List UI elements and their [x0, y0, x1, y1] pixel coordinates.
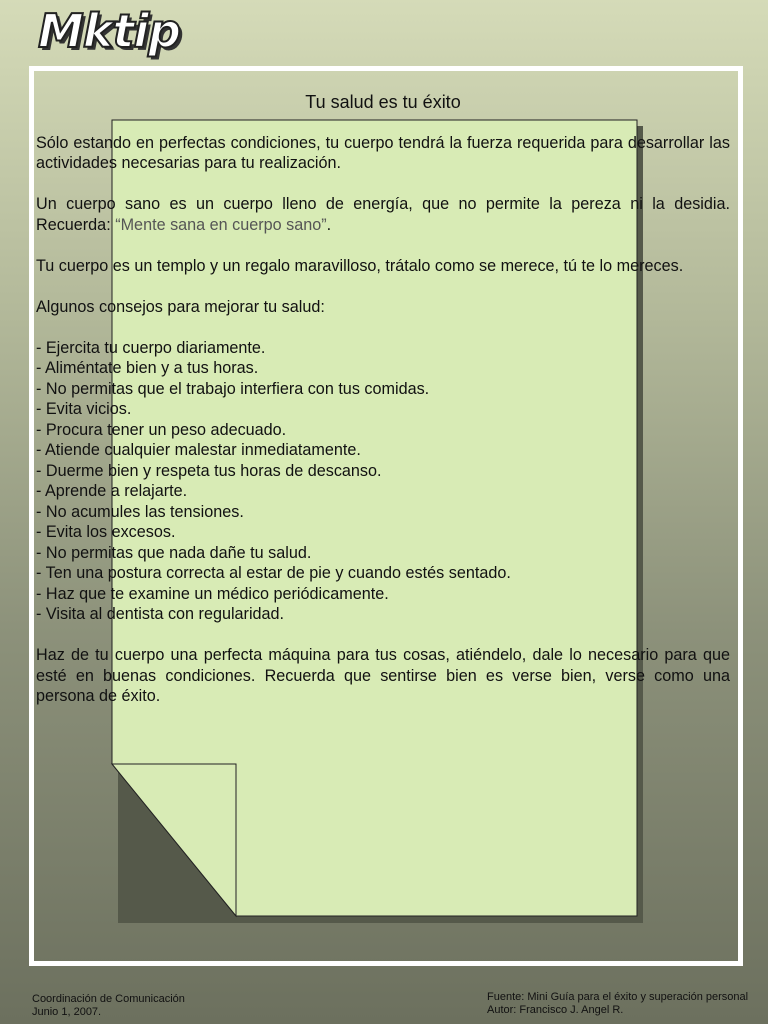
- footer-date: Junio 1, 2007.: [32, 1006, 102, 1018]
- footer-left: [32, 993, 185, 1019]
- tips-list: [36, 338, 730, 625]
- list-item: - Evita los excesos.: [36, 523, 176, 541]
- list-item: - No permitas que el trabajo interfiera con tus comidas.: [36, 379, 430, 398]
- body2-quote: “Mente sana en cuerpo sano”: [115, 215, 327, 234]
- footer-author: Autor: Francisco J. Angel R.: [487, 1004, 624, 1016]
- list-item: - Aprende a relajarte.: [36, 482, 188, 500]
- list-item: - Atiende cualquier malestar inmediatamente.: [36, 441, 361, 459]
- list-item: - No permitas que nada dañe tu salud.: [36, 543, 312, 562]
- logo: Mktip: [38, 4, 181, 58]
- list-item: - Ejercita tu cuerpo diariamente.: [36, 338, 266, 357]
- paper-fold-corner: [112, 764, 236, 916]
- list-item: - No acumules las tensiones.: [36, 502, 244, 521]
- tips-heading: Algunos consejos para mejorar tu salud:: [36, 297, 325, 316]
- list-item: - Procura tener un peso adecuado.: [36, 420, 287, 439]
- footer-right: [487, 991, 748, 1017]
- body-paragraph-3: Tu cuerpo es un templo y un regalo maravilloso, trátalo como se merece, tú te lo mereces.: [36, 256, 684, 275]
- footer-department: Coordinación de Comunicación: [32, 993, 185, 1005]
- list-item: - Ten una postura correcta al estar de pie y cuando estés sentado.: [36, 564, 511, 582]
- intro-paragraph: Sólo estando en perfectas condiciones, tu cuerpo tendrá la fuerza requerida para desarrollar las actividades necesarias para tu realización.: [36, 133, 730, 172]
- body-paragraph-2: [36, 194, 730, 235]
- closing-paragraph: Haz de tu cuerpo una perfecta máquina para tus cosas, atiéndelo, dale lo necesario para que esté en buenas condiciones. Recuerda que sentirse bien es verse bien, verse como una persona de éxito.: [36, 646, 730, 705]
- body2-end: .: [326, 215, 332, 234]
- list-item: - Haz que te examine un médico periódicamente.: [36, 584, 389, 603]
- body2-text: Un cuerpo sano es un cuerpo lleno de energía, que no permite la pereza ni la desidia. Recuerda:: [36, 195, 730, 234]
- page-title: Tu salud es tu éxito: [305, 92, 461, 112]
- list-item: - Duerme bien y respeta tus horas de descanso.: [36, 461, 382, 480]
- list-item: - Visita al dentista con regularidad.: [36, 605, 285, 623]
- article: [36, 92, 730, 727]
- footer-source: Fuente: Mini Guía para el éxito y superación personal: [487, 991, 749, 1003]
- list-item: - Evita vicios.: [36, 400, 132, 418]
- list-item: - Aliméntate bien y a tus horas.: [36, 359, 259, 377]
